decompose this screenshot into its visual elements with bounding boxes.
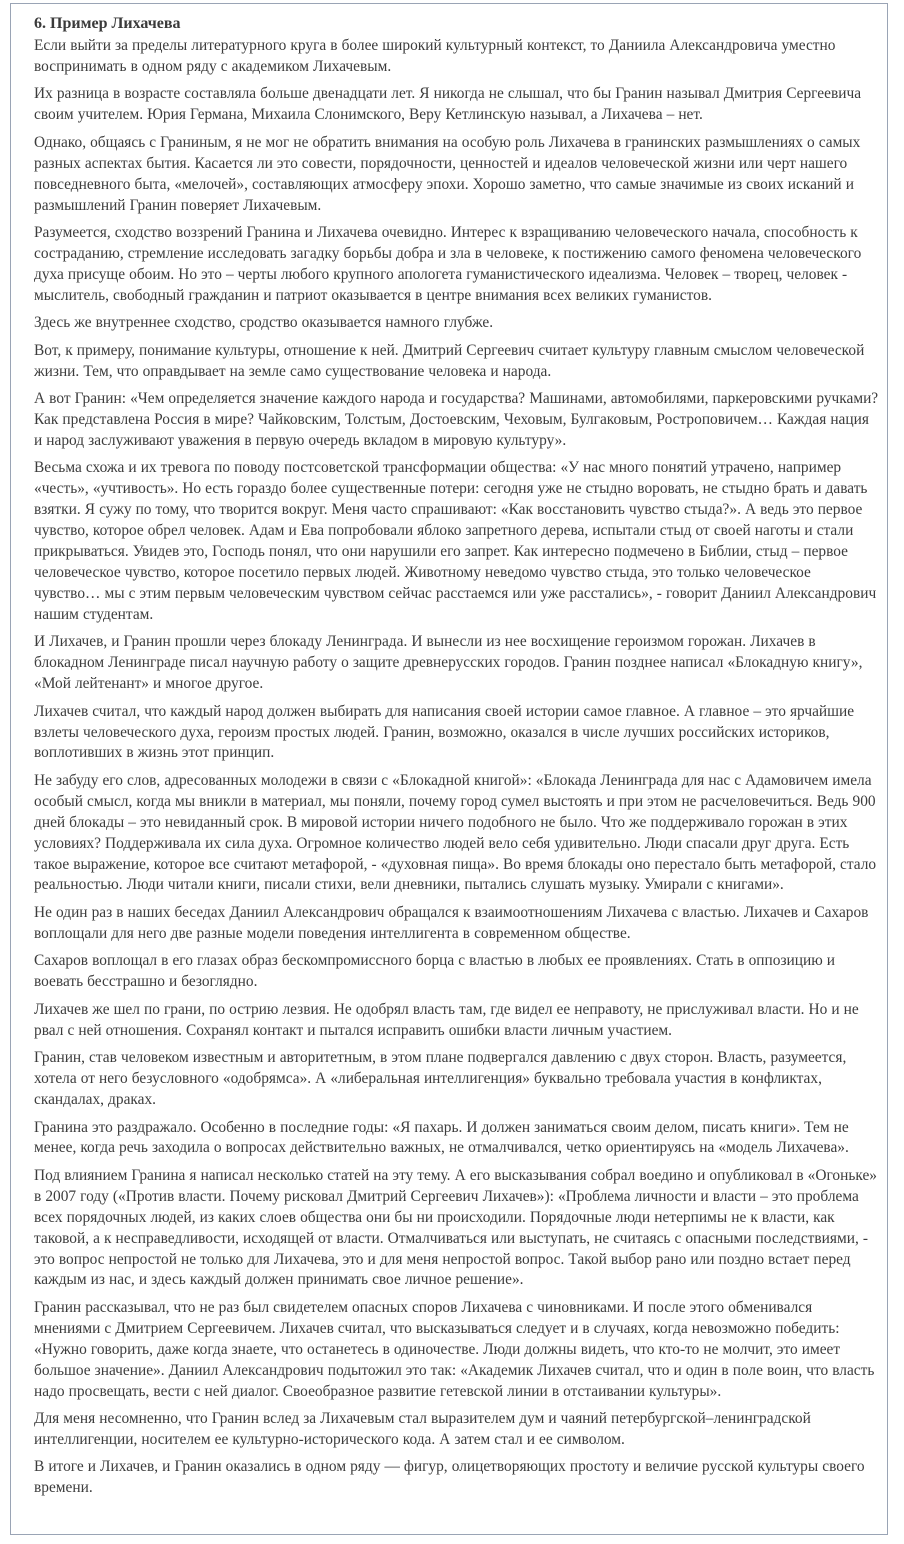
- paragraph: Не один раз в наших беседах Даниил Александрович обращался к взаимоотношениям Лихачева с властью. Лихачев и Сахаров воплощали для него две разные модели поведения интеллигента в современном обществе.: [34, 903, 869, 942]
- paragraph: Лихачев считал, что каждый народ должен выбирать для написания своей истории самое главное. А главное – это ярчайшие взлеты человеческого духа, героизм простых людей. Гранин, возможно, оказался в числе лучших российских историков, воплотивших в жизнь этот принцип.: [34, 702, 855, 762]
- paragraph: А вот Гранин: «Чем определяется значение каждого народа и государства? Машинами, автомобилями, паркеровскими ручками? Как представлена Россия в мире? Чайковским, Толстым, Достоевским, Чеховым, Булгаковым, Ростроповичем… Каждая нация и народ заслуживают уважения в первую очередь вкладом в мировую культуру».: [34, 390, 879, 449]
- paragraph: Разумеется, сходство воззрений Гранина и Лихачева очевидно. Интерес к взращиванию человеческого начала, способность к состраданию, стремление исследовать загадку борьбы добра и зла в человеке, к постижению самого феномена человеческого духа присуще обоим. Но это – черты любого крупного апологета гуманистического идеализма. Человек – творец, человек - мыслитель, свободный гражданин и патриот оказывается в центре внимания всех великих гуманистов.: [34, 224, 862, 304]
- paragraph: Гранин, став человеком известным и авторитетным, в этом плане подвергался давлению с двух сторон. Власть, разумеется, хотела от него безусловного «одобрямса». А «либеральная интеллигенция» буквально требовала участия в конфликтах, скандалах, драках.: [34, 1049, 847, 1108]
- paragraph: И Лихачев, и Гранин прошли через блокаду Ленинграда. И вынесли из нее восхищение героизмом горожан. Лихачев в блокадном Ленинграде писал научную работу о защите древнерусских городов. Гранин позднее написал «Блокадную книгу», «Мой лейтенант» и многое другое.: [34, 633, 863, 693]
- paragraph: Их разница в возрасте составляла больше двенадцати лет. Я никогда не слышал, что бы Гранин называл Дмитрия Сергеевича своим учителем. Юрия Германа, Михаила Слонимского, Веру Кетлинскую называл, а Лихачева – нет.: [34, 85, 862, 124]
- paragraph: Для меня несомненно, что Гранин вслед за Лихачевым стал выразителем дум и чаяний петербургской–ленинградской интеллигенции, носителем ее культурно-исторического кода. А затем стал и ее символом.: [34, 1410, 811, 1448]
- paragraph: Гранина это раздражало. Особенно в последние годы: «Я пахарь. И должен заниматься своим делом, писать книги». Тем не менее, когда речь заходила о вопросах действительно важных, не отмалчивался, четко ориентируясь на «модель Лихачева».: [34, 1118, 849, 1157]
- paragraph: Вот, к примеру, понимание культуры, отношение к ней. Дмитрий Сергеевич считает культуру главным смыслом человеческой жизни. Тем, что оправдывает на земле само существование человека и народа.: [34, 341, 865, 380]
- paragraph: Не забуду его слов, адресованных молодежи в связи с «Блокадной книгой»: «Блокада Ленинграда для нас с Адамовичем имела особый смысл, когда мы вникли в материал, мы поняли, почему город сумел выстоять и при этом не расчеловечиться. Ведь 900 дней блокады – это невиданный срок. В мировой истории ничего подобного не было. Что же поддерживало горожан в этих условиях? Поддерживала их сила духа. Огромное количество людей вело себя удивительно. Люди спасали друг друга. Есть такое выражение, которое все считают метафорой, - «духовная пища». Во время блокады оно перестало быть метафорой, стало реальностью. Люди читали книги, писали стихи, вели дневники, пытались слушать музыку. Умирали с книгами».: [34, 771, 877, 894]
- paragraph: Сахаров воплощал в его глазах образ бескомпромиссного борца с властью в любых ее проявлениях. Стать в оппозицию и воевать бесстрашно и безоглядно.: [34, 952, 836, 991]
- paragraph: Весьма схожа и их тревога по поводу постсоветской трансформации общества: «У нас много понятий утрачено, например «честь», «учтивость». Но есть гораздо более существенные потери: сегодня уже не стыдно воровать, не стыдно брать и давать взятки. Я сужу по тому, что творится вокруг. Меня часто спрашивают: «Как восстановить чувство стыда?». А ведь это первое чувство, которое обрел человек. Адам и Ева попробовали яблоко запретного дерева, испытали стыд от своей наготы и стали прикрываться. Увидев это, Господь понял, что они нарушили его запрет. Как интересно подмечено в Библии, стыд – первое человеческое чувство, которое посетило первых людей. Животному неведомо чувство стыда, это только человеческое чувство… мы с этим первым человеческим чувством сейчас расстаемся или уже расстались», - говорит Даниил Александрович нашим студентам.: [34, 459, 877, 623]
- paragraph: Если выйти за пределы литературного круга в более широкий культурный контекст, то Даниила Александровича уместно воспринимать в одном ряду с академиком Лихачевым.: [34, 37, 836, 75]
- article-body: [34, 36, 879, 1499]
- paragraph: Гранин рассказывал, что не раз был свидетелем опасных споров Лихачева с чиновниками. И после этого обменивался мнениями с Дмитрием Сергеевичем. Лихачев считал, что высказываться следует и в случаях, когда невозможно победить: «Нужно говорить, даже когда знаете, что останетесь в одиночестве. Люди должны видеть, что кто-то не молчит, это имеет большое значение». Даниил Александрович подытожил это так: «Академик Лихачев считал, что и один в поле воин, что власть надо просвещать, вести с ней диалог. Своеобразное развитие гетевской линии в отстаивании культуры».: [34, 1298, 875, 1400]
- section-heading: 6. Пример Лихачева: [34, 15, 181, 32]
- paragraph: Под влиянием Гранина я написал несколько статей на эту тему. А его высказывания собрал воедино и опубликовал в «Огоньке» в 2007 году («Против власти. Почему рисковал Дмитрий Сергеевич Лихачев»): «Проблема личности и власти – это проблема всех порядочных людей, из каких слоев общества они бы ни происходили. Порядочные люди нетерпимы не к власти, как таковой, а к несправедливости, исходящей от власти. Отмалчиваться или выступать, не считаясь с опасными последствиями, - это вопрос непростой не только для Лихачева, это и для меня непростой вопрос. Такой выбор рано или поздно встает перед каждым из нас, и здесь каждый должен принимать свое личное решение».: [34, 1166, 877, 1289]
- paragraph: В итоге и Лихачев, и Гранин оказались в одном ряду — фигур, олицетворяющих простоту и величие русской культуры своего времени.: [34, 1458, 865, 1497]
- paragraph: Здесь же внутреннее сходство, сродство оказывается намного глубже.: [34, 314, 494, 332]
- article-frame: [10, 3, 888, 1535]
- paragraph: Лихачев же шел по грани, по острию лезвия. Не одобрял власть там, где видел ее неправоту, не прислуживал власти. Но и не рвал с ней отношения. Сохранял контакт и пытался исправить ошибки власти личным участием.: [34, 1000, 859, 1039]
- paragraph: Однако, общаясь с Граниным, я не мог не обратить внимания на особую роль Лихачева в гранинских размышлениях о самых разных аспектах бытия. Касается ли это совести, порядочности, ценностей и идеалов человеческой жизни или черт нашего повседневного быта, «мелочей», составляющих атмосферу эпохи. Хорошо заметно, что самые значимые из своих исканий и размышлений Гранин поверяет Лихачевым.: [34, 133, 861, 214]
